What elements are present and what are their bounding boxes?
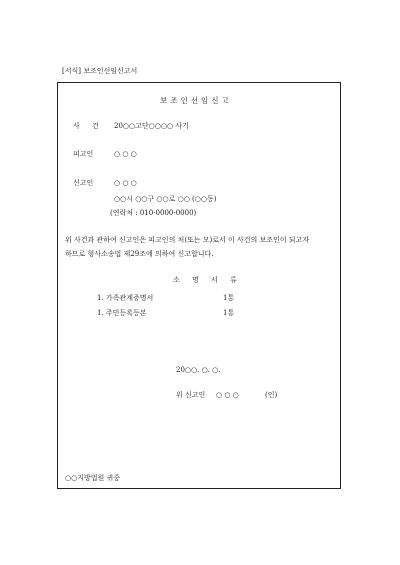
case-label: 사 건 — [73, 122, 104, 130]
form-frame — [57, 82, 341, 489]
reporter-address: ○○시 ○○구 ○○로 ○○ (○○동) — [114, 195, 217, 203]
signature-label: 위 신고인 — [176, 391, 206, 399]
addressee: ○○지방법원 귀중 — [65, 474, 121, 482]
attachment-item-name: 1. 가족관계증명서 — [97, 294, 154, 302]
form-title: 보조인선임신고 — [160, 96, 232, 105]
body-line-2: 하므로 형사소송법 제29조에 의하여 신고합니다. — [65, 250, 214, 258]
attachment-item-count: 1통 — [223, 309, 235, 317]
reporter-label: 신고인 — [73, 179, 94, 187]
defendant-name: ○ ○ ○ — [114, 150, 137, 158]
defendant-label: 피고인 — [73, 150, 94, 158]
case-value: 20○○고단○○○○ 사기 — [114, 122, 189, 130]
attachment-item-count: 1통 — [223, 294, 235, 302]
signature-seal: (인) — [265, 391, 278, 399]
body-line-1: 위 사건과 관하여 신고인은 피고인의 처(또는 모)로서 이 사건의 보조인이 되고자 — [65, 236, 310, 244]
reporter-contact: (연락처 : 010-0000-0000) — [110, 209, 197, 217]
reporter-name: ○ ○ ○ — [114, 179, 137, 187]
attachments-heading: 소 명 서 류 — [173, 276, 242, 284]
signature-name: ○ ○ ○ — [216, 391, 239, 399]
attachment-item-name: 1. 주민등록등본 — [97, 309, 147, 317]
form-label: [서식] 보조인선임신고서 — [62, 67, 138, 75]
filing-date: 20○○. ○. ○. — [176, 366, 221, 374]
